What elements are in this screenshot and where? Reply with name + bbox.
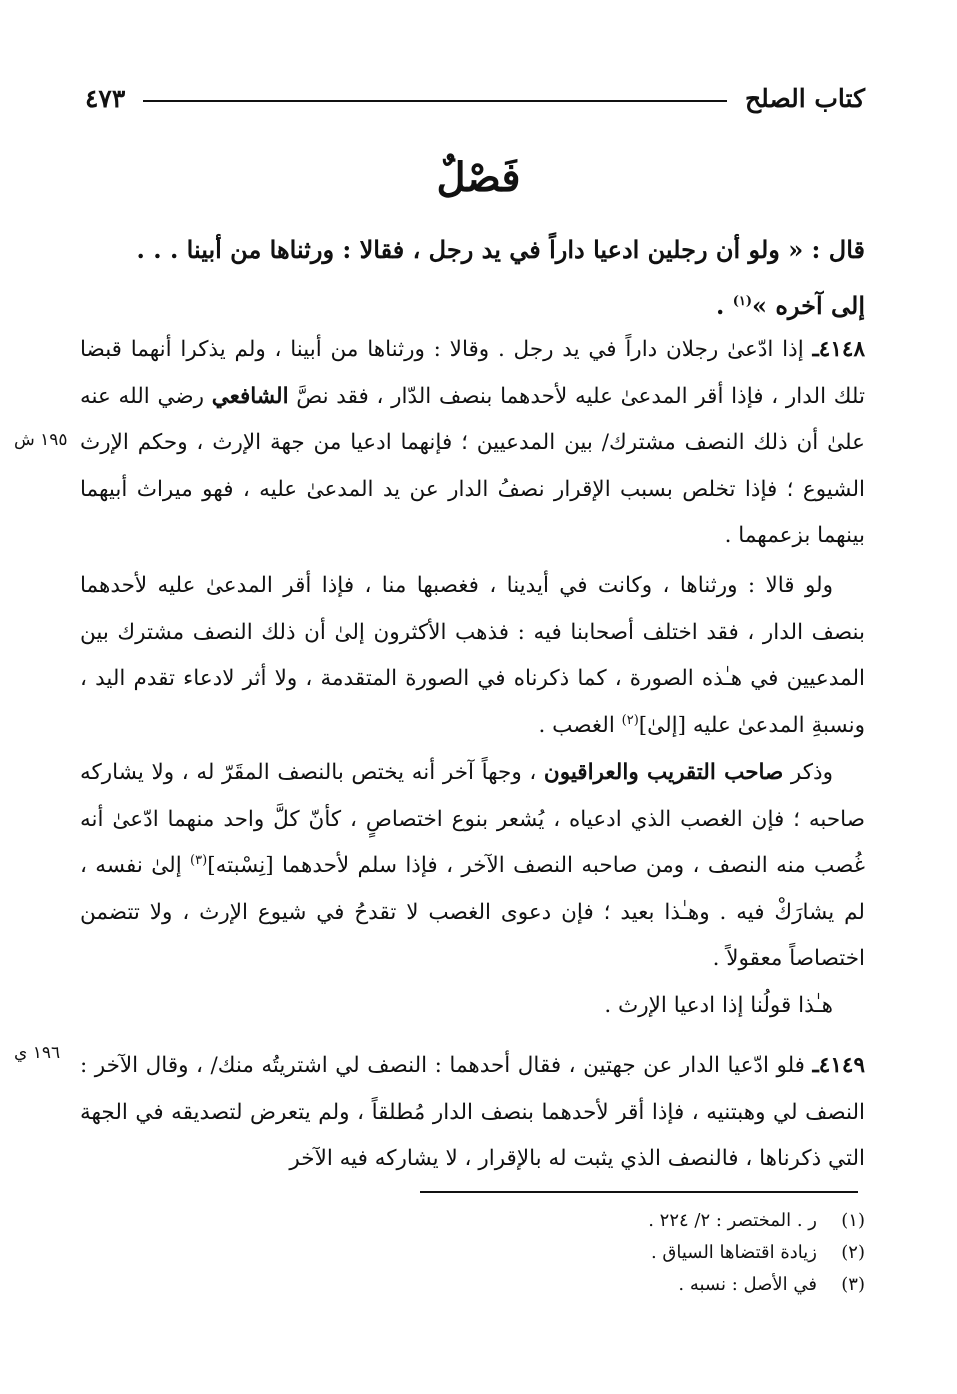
running-header <box>85 78 865 118</box>
paragraph-4148 <box>80 327 865 560</box>
paragraph-text: الغصب . <box>538 712 622 738</box>
header-rule <box>143 100 727 102</box>
footnote-number: (٣) <box>841 1274 865 1295</box>
paragraph-text: هـٰذا قولُنا إذا ادعيا الإرث . <box>604 993 833 1018</box>
manuscript-folio-mark: ١٩٥ ش <box>14 430 68 450</box>
footnote-ref-1: (١) <box>732 294 752 309</box>
cited-authorities: صاحب التقريب والعراقيون <box>543 760 784 785</box>
footnote <box>80 1237 865 1269</box>
footnote-ref-2: (٢) <box>621 712 639 728</box>
footnote-number: (١) <box>841 1210 865 1231</box>
quote-line-2: إلى آخره » <box>751 291 865 320</box>
footnote-rule <box>420 1191 858 1193</box>
paragraph-3 <box>80 750 865 983</box>
footnote-text: ر . المختصر : ٢/ ٢٢٤ . <box>648 1210 817 1231</box>
paragraph-4 <box>80 983 865 1030</box>
issue-number: ٤١٤٨ـ <box>812 337 865 362</box>
quote-line-1: قال : « ولو أن رجلين ادعيا داراً في يد رجل ، فقالا : ورثناها من أبينا . . . <box>136 235 865 264</box>
section-heading: فَصْلٌ <box>436 154 521 201</box>
paragraph-text: وذكر <box>783 760 833 785</box>
quote-line-2-end: . <box>715 291 733 320</box>
footnote <box>80 1269 865 1301</box>
paragraph-2 <box>80 563 865 749</box>
footnotes <box>80 1205 865 1301</box>
paragraph-text: رضي الله عنه علىٰ أن ذلك النصف مشترك/ بين المدعيين ؛ فإنهما ادعيا من جهة الإرث ، وحكم الإرث الشيوع ؛ فإذا تخلص بسبب الإقرار نصفُ الدار عن يد المدعىٰ عليه ، فهو ميراث أبيهما بينهما بزعمهما . <box>80 383 865 548</box>
running-title: كتاب الصلح <box>745 83 865 113</box>
manuscript-folio-mark: ١٩٦ ي <box>14 1043 61 1063</box>
footnote <box>80 1205 865 1237</box>
paragraph-text: ، وجهاً آخر أنه يختص بالنصف المقَرّ له ، ولا يشاركه صاحبه ؛ فإن الغصب الذي ادعياه ، يُشعر بنوع اختصاصٍ ، كأنّ كلَّ واحد منهما ادّعىٰ أنه غُصب منه النصف ، ومن صاحبه النصف الآخر ، فإذا سلم لأحدهما [نِسْبته] <box>80 760 865 878</box>
page-number: ٤٧٣ <box>85 83 126 113</box>
name-shafii: الشافعي <box>211 383 289 409</box>
paragraph-text: فلو ادّعيا الدار عن جهتين ، فقال أحدهما : النصف لي اشتريتُه منك/ ، وقال الآخر : النصف لي وهبتنيه ، فإذا أقر لأحدهما بنصف الدار مُطلقاً ، ولم يتعرض لتصديقه في الجهة التي ذكرناها ، فالنصف الذي يثبت له بالإقرار ، لا يشاركه فيه الآخر <box>80 1053 865 1171</box>
footnote-text: في الأصل : نسبه . <box>678 1274 817 1295</box>
paragraph-4149 <box>80 1043 865 1183</box>
footnote-text: زيادة اقتضاها السياق . <box>650 1242 817 1263</box>
footnote-ref-3: (٣) <box>190 852 208 868</box>
paragraph-text: إذا ادّعىٰ رجلان داراً في يد رجل . وقالا : ورثناها من أبينا ، ولم يذكرا أنهما قبضا تلك الدار ، فإذا أقر المدعىٰ عليه لأحدهما بنصف الدّار ، فقد نصَّ <box>80 337 865 409</box>
issue-number: ٤١٤٩ـ <box>812 1053 865 1078</box>
quoted-text <box>80 222 865 334</box>
paragraph-text: إلىٰ نفسه ، لم يشارَكْ فيه . وهـٰذا بعيد ؛ فإن دعوى الغصب لا تقدحُ في شيوع الإرث ، ولا تتضمن اختصاصاً معقولاً . <box>80 853 865 971</box>
paragraph-text: ولو قالا : ورثناها ، وكانت في أيدينا ، فغصبها منا ، فإذا أقر المدعىٰ عليه لأحدهما بنصف الدار ، فقد اختلف أصحابنا فيه : فذهب الأكثرون إلىٰ أن ذلك النصف مشترك بين المدعيين في هـٰذه الصورة ، كما ذكرناه في الصورة المتقدمة ، ولا أثر لادعاء تقدم اليد ، ونسبةِ المدعىٰ عليه [إلىٰ] <box>80 573 865 738</box>
footnote-number: (٢) <box>841 1242 865 1263</box>
